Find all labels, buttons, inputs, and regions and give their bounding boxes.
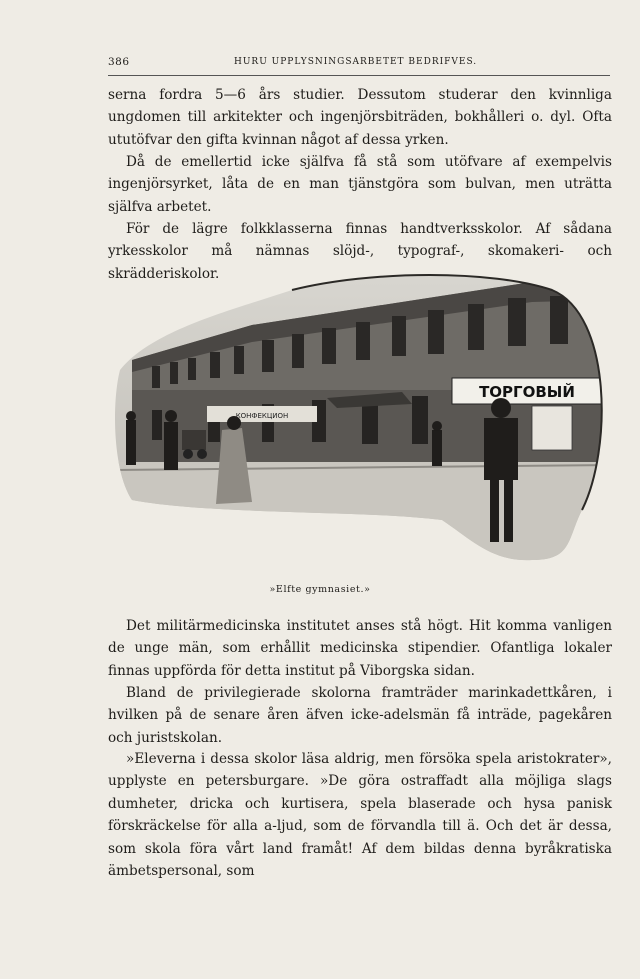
paragraph-4-text: Det militärmedicinska institutet anses stå högt. Hit komma vanligen de unge män, som erhållit medicinska stipendier. Ofantliga lokaler finnas uppförda för detta institut på Viborgska sidan.	[108, 618, 612, 679]
paragraph-2	[108, 151, 612, 218]
figure-caption: »Elfte gymnasiet.»	[269, 584, 371, 595]
paragraph-3-text: För de lägre folkklasserna finnas handtverksskolor. Af sådana yrkesskolor må nämnas slöjd-, typograf-, skomakeri- och skrädderiskolor.	[108, 221, 612, 282]
paragraph-5-text: Bland de privilegierade skolorna framträder marinkadettkåren, i hvilken på de senare åren äfven icke-adelsmän få inträde, pagekåren och juristskolan.	[108, 685, 612, 746]
photograph-elfte-gymnasiet	[112, 270, 612, 568]
page-header	[108, 56, 610, 74]
paragraph-6-text: »Eleverna i dessa skolor läsa aldrig, men försöka spela aristokrater», upplyste en petersburgare. »De göra ostraffadt alla möjliga slags dumheter, dricka och kurtisera, spela blaserade och hysa panisk förskräckelse för alla a-ljud, som de förvandla till ä. Och det är dessa, som skola föra vårt land framåt! Af dem bildas denna byråkratiska ämbetspersonal, som	[108, 751, 612, 880]
paragraph-1	[108, 84, 612, 151]
paragraph-5	[108, 682, 612, 749]
paragraph-6	[108, 748, 612, 882]
paragraph-2-text: Då de emellertid icke själfva få stå som utöfvare af exempelvis ingenjörsyrket, låta de en man tjänstgöra som bulvan, men uträtta själfva arbetet.	[108, 154, 612, 215]
page-number: 386	[108, 56, 130, 68]
running-title: HURU UPPLYSNINGSARBETET BEDRIFVES.	[234, 57, 478, 67]
shop-sign-text: ТОРГОВЫЙ	[479, 383, 575, 401]
building-photo	[112, 270, 612, 568]
paragraph-1-text: serna fordra 5—6 års studier. Dessutom studerar den kvinnliga ungdomen till arkitekter och ingenjörsbiträden, bokhålleri o. dyl. Ofta ututöfvar den gifta kvinnan något af dessa yrken.	[108, 87, 612, 148]
paragraph-4	[108, 615, 612, 682]
shop-sign-small: КОНФЕКЦИОН	[235, 412, 289, 420]
header-rule	[108, 75, 610, 76]
